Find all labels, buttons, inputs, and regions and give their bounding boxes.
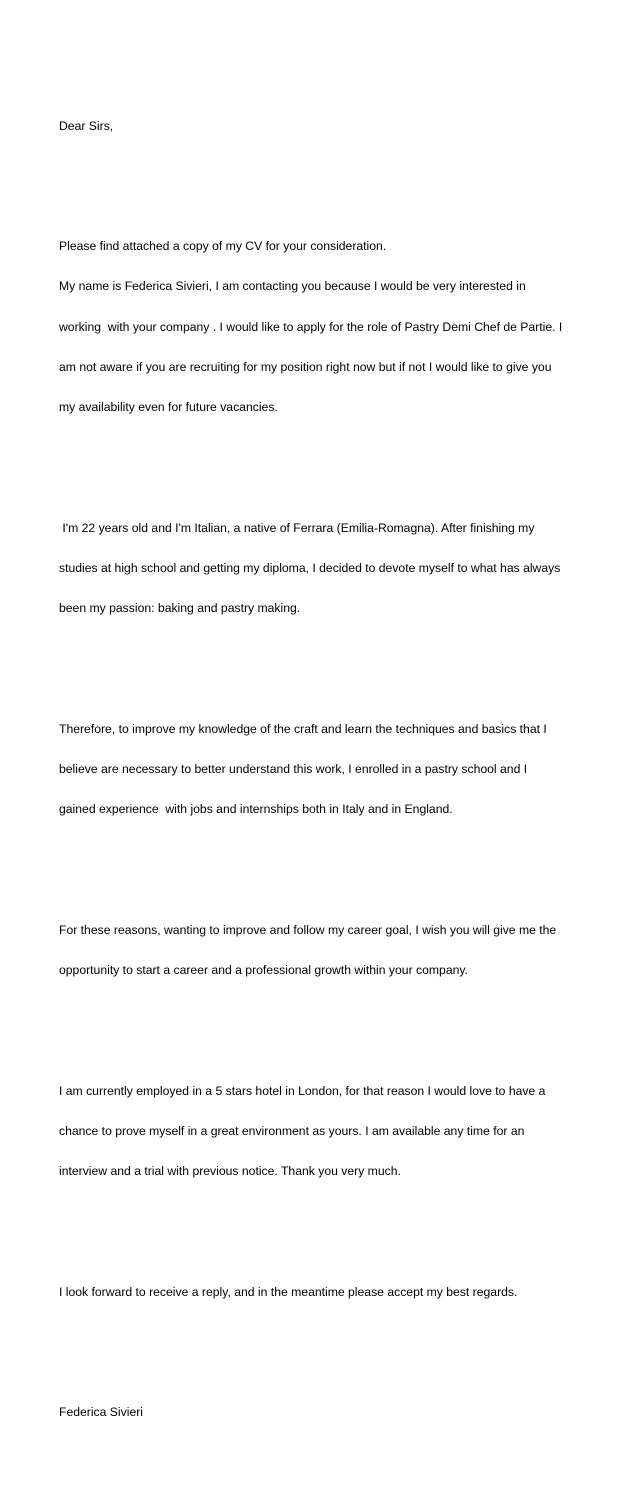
signature — [59, 1379, 589, 1446]
salutation — [59, 93, 589, 160]
salutation-text: Dear Sirs, — [59, 118, 114, 133]
paragraph-goals — [59, 897, 589, 1004]
text-line: believe are necessary to better understand this work, I enrolled in a pastry school and I — [59, 761, 528, 776]
text-line: I look forward to receive a reply, and in the meantime please accept my best regards. — [59, 1284, 518, 1299]
text-line: chance to prove myself in a great environment as yours. I am available any time for an — [59, 1123, 525, 1138]
paragraph-current-employment — [59, 1058, 589, 1205]
text-line: studies at high school and getting my diploma, I decided to devote myself to what has always — [59, 560, 561, 575]
text-line: Therefore, to improve my knowledge of the craft and learn the techniques and basics that I — [59, 721, 547, 736]
text-line: am not aware if you are recruiting for my position right now but if not I would like to give you — [59, 359, 552, 374]
text-line: I'm 22 years old and I'm Italian, a native of Ferrara (Emilia-Romagna). After finishing my — [59, 520, 535, 535]
text-line: I am currently employed in a 5 stars hotel in London, for that reason I would love to have a — [59, 1083, 546, 1098]
text-line: Please find attached a copy of my CV for your consideration. — [59, 239, 387, 254]
text-line: gained experience with jobs and internships both in Italy and in England. — [59, 802, 453, 817]
text-line: opportunity to start a career and a professional growth within your company. — [59, 962, 468, 977]
paragraph-experience — [59, 696, 589, 843]
paragraph-closing — [59, 1259, 589, 1326]
cover-letter — [59, 66, 589, 1487]
paragraph-background — [59, 495, 589, 642]
text-line: For these reasons, wanting to improve and follow my career goal, I wish you will give me the — [59, 922, 557, 937]
text-line: My name is Federica Sivieri, I am contacting you because I would be very interested in — [59, 279, 526, 294]
text-line: working with your company . I would like to apply for the role of Pastry Demi Chef de Partie. I — [59, 319, 563, 334]
signature-name: Federica Sivieri — [59, 1405, 143, 1420]
text-line: my availability even for future vacancies. — [59, 400, 278, 415]
paragraph-introduction — [59, 213, 589, 441]
text-line: been my passion: baking and pastry making. — [59, 601, 301, 616]
text-line: interview and a trial with previous notice. Thank you very much. — [59, 1163, 401, 1178]
